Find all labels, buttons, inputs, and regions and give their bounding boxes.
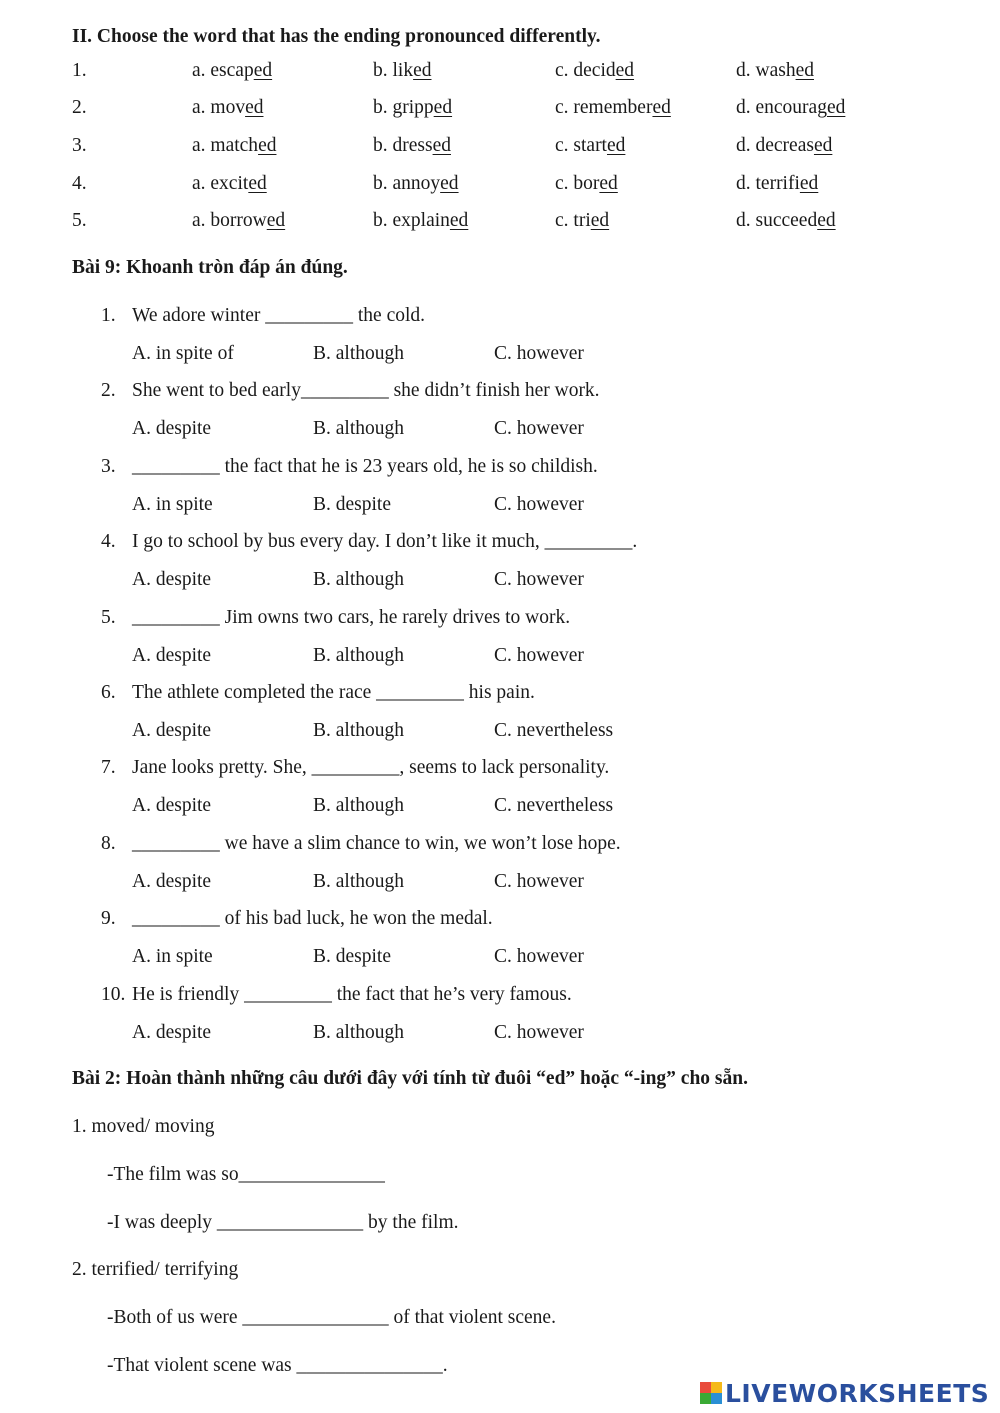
question-number: 4. — [101, 531, 116, 553]
word-option — [736, 210, 836, 232]
logo-mark-icon — [700, 1382, 722, 1404]
section3-heading: Bài 2: Hoàn thành những câu dưới đây với tính từ đuôi “ed” hoặc “-ing” cho sẵn. — [72, 1068, 748, 1089]
item-label: 2. terrified/ terrifying — [72, 1259, 239, 1280]
answer-option: A. in spite — [132, 493, 213, 515]
question-text: We adore winter _________ the cold. — [132, 305, 426, 326]
answer-option: A. despite — [132, 569, 212, 591]
word-ending: ed — [248, 173, 267, 194]
word-option — [373, 210, 468, 232]
answer-option: B. although — [313, 1021, 404, 1043]
question-text: Jane looks pretty. She, _________, seems to lack personality. — [132, 757, 610, 779]
word-ending: ed — [440, 173, 459, 194]
question-text: _________ of his bad luck, he won the medal. — [132, 908, 493, 930]
word-option — [192, 60, 272, 82]
question-text: _________ Jim owns two cars, he rarely drives to work. — [132, 606, 571, 628]
row-number: 4. — [72, 173, 87, 194]
word-ending: ed — [826, 97, 846, 118]
word-option — [555, 173, 618, 195]
word-stem: b. dress — [373, 135, 433, 156]
word-stem: c. decid — [555, 60, 616, 81]
word-ending: ed — [615, 60, 635, 81]
word-option — [373, 60, 432, 82]
word-ending: ed — [599, 173, 618, 194]
sentence: -The film was so_______________ — [107, 1164, 385, 1185]
answer-option: B. although — [313, 569, 404, 591]
row-number: 2. — [72, 97, 87, 118]
row-number: 1. — [72, 60, 87, 81]
question-number: 8. — [101, 832, 116, 854]
answer-option: C. however — [494, 493, 584, 515]
word-stem: a. excit — [192, 173, 249, 194]
answer-option: A. despite — [132, 418, 212, 440]
word-ending: ed — [413, 60, 432, 81]
question-number: 9. — [101, 908, 116, 930]
word-stem: a. escap — [192, 60, 254, 81]
word-stem: c. tri — [555, 210, 591, 231]
word-ending: ed — [606, 135, 626, 156]
word-option — [736, 60, 814, 82]
word-ending: ed — [432, 135, 451, 156]
answer-option: B. despite — [313, 946, 391, 968]
word-stem: c. remember — [555, 97, 653, 118]
section2-heading: Bài 9: Khoanh tròn đáp án đúng. — [72, 257, 348, 278]
answer-option: C. however — [494, 1021, 584, 1043]
word-ending: ed — [817, 210, 836, 231]
word-stem: a. match — [192, 135, 259, 156]
word-option — [373, 135, 451, 157]
question-text: _________ we have a slim chance to win, we won’t lose hope. — [132, 832, 621, 854]
row-number: 3. — [72, 135, 87, 156]
item-label: 1. moved/ moving — [72, 1116, 215, 1137]
answer-option: C. nevertheless — [494, 795, 614, 817]
question-text: _________ the fact that he is 23 years old, he is so childish. — [132, 455, 598, 477]
answer-option: A. in spite — [132, 946, 213, 968]
word-stem: a. mov — [192, 97, 246, 118]
question-text: I go to school by bus every day. I don’t like it much, _________. — [132, 531, 638, 553]
word-ending: ed — [266, 210, 286, 231]
question-text: He is friendly _________ the fact that he’s very famous. — [132, 983, 572, 1005]
word-ending: ed — [253, 60, 273, 81]
word-stem: d. succeed — [736, 210, 818, 231]
question-text: The athlete completed the race _________ his pain. — [132, 682, 535, 703]
word-stem: d. terrifi — [736, 173, 800, 194]
question-number: 2. — [101, 380, 116, 402]
answer-option: C. however — [494, 569, 584, 591]
answer-option: B. although — [313, 795, 404, 817]
word-stem: a. borrow — [192, 210, 267, 231]
answer-option: C. however — [494, 418, 584, 440]
answer-option: C. however — [494, 644, 584, 666]
word-ending: ed — [795, 60, 814, 81]
answer-option: B. although — [313, 343, 404, 364]
word-stem: d. wash — [736, 60, 796, 81]
question-number: 5. — [101, 606, 116, 628]
word-option — [555, 210, 609, 232]
word-option — [192, 210, 285, 232]
question-number: 10. — [101, 983, 126, 1005]
word-ending: ed — [799, 173, 819, 194]
word-option — [192, 135, 276, 157]
answer-option: A. despite — [132, 1021, 212, 1043]
word-ending: ed — [590, 210, 610, 231]
word-option — [736, 173, 818, 195]
answer-option: B. although — [313, 418, 404, 440]
word-option — [192, 173, 267, 195]
word-option — [555, 97, 671, 119]
section1-heading: II. Choose the word that has the ending pronounced differently. — [72, 26, 601, 47]
word-ending: ed — [245, 97, 264, 118]
word-stem: b. lik — [373, 60, 414, 81]
word-option — [373, 97, 452, 119]
sentence: -That violent scene was _______________. — [107, 1355, 448, 1376]
question-number: 3. — [101, 455, 116, 477]
word-option — [736, 135, 832, 157]
word-option — [555, 60, 634, 82]
answer-option: A. despite — [132, 644, 212, 666]
liveworksheets-logo — [700, 1378, 989, 1408]
word-option — [192, 97, 263, 119]
word-option — [555, 135, 625, 157]
word-ending: ed — [449, 210, 469, 231]
word-ending: ed — [258, 135, 277, 156]
word-stem: d. decreas — [736, 135, 814, 156]
logo-text: LIVEWORKSHEETS — [725, 1378, 990, 1408]
word-option — [736, 97, 845, 119]
question-number: 1. — [101, 305, 116, 326]
answer-option: A. despite — [132, 795, 212, 817]
answer-option: B. although — [313, 644, 404, 666]
answer-option: C. however — [494, 870, 584, 892]
word-stem: c. bor — [555, 173, 600, 194]
word-stem: c. start — [555, 135, 607, 156]
question-text: She went to bed early_________ she didn’t finish her work. — [132, 380, 600, 402]
word-stem: b. annoy — [373, 173, 441, 194]
answer-option: A. despite — [132, 720, 212, 741]
question-number: 6. — [101, 682, 116, 703]
word-ending: ed — [652, 97, 671, 118]
row-number: 5. — [72, 210, 87, 231]
answer-option: A. despite — [132, 870, 212, 892]
sentence: -I was deeply _______________ by the film. — [107, 1212, 459, 1233]
word-option — [373, 173, 459, 195]
answer-option: A. in spite of — [132, 343, 234, 364]
answer-option: C. however — [494, 946, 584, 968]
word-ending: ed — [433, 97, 453, 118]
answer-option: B. although — [313, 720, 404, 741]
word-stem: b. gripp — [373, 97, 434, 118]
word-stem: d. encourag — [736, 97, 827, 118]
answer-option: C. however — [494, 343, 584, 364]
answer-option: B. although — [313, 870, 404, 892]
word-ending: ed — [813, 135, 833, 156]
sentence: -Both of us were _______________ of that violent scene. — [107, 1307, 556, 1328]
word-stem: b. explain — [373, 210, 450, 231]
answer-option: B. despite — [313, 493, 391, 515]
answer-option: C. nevertheless — [494, 720, 614, 741]
question-number: 7. — [101, 757, 116, 779]
